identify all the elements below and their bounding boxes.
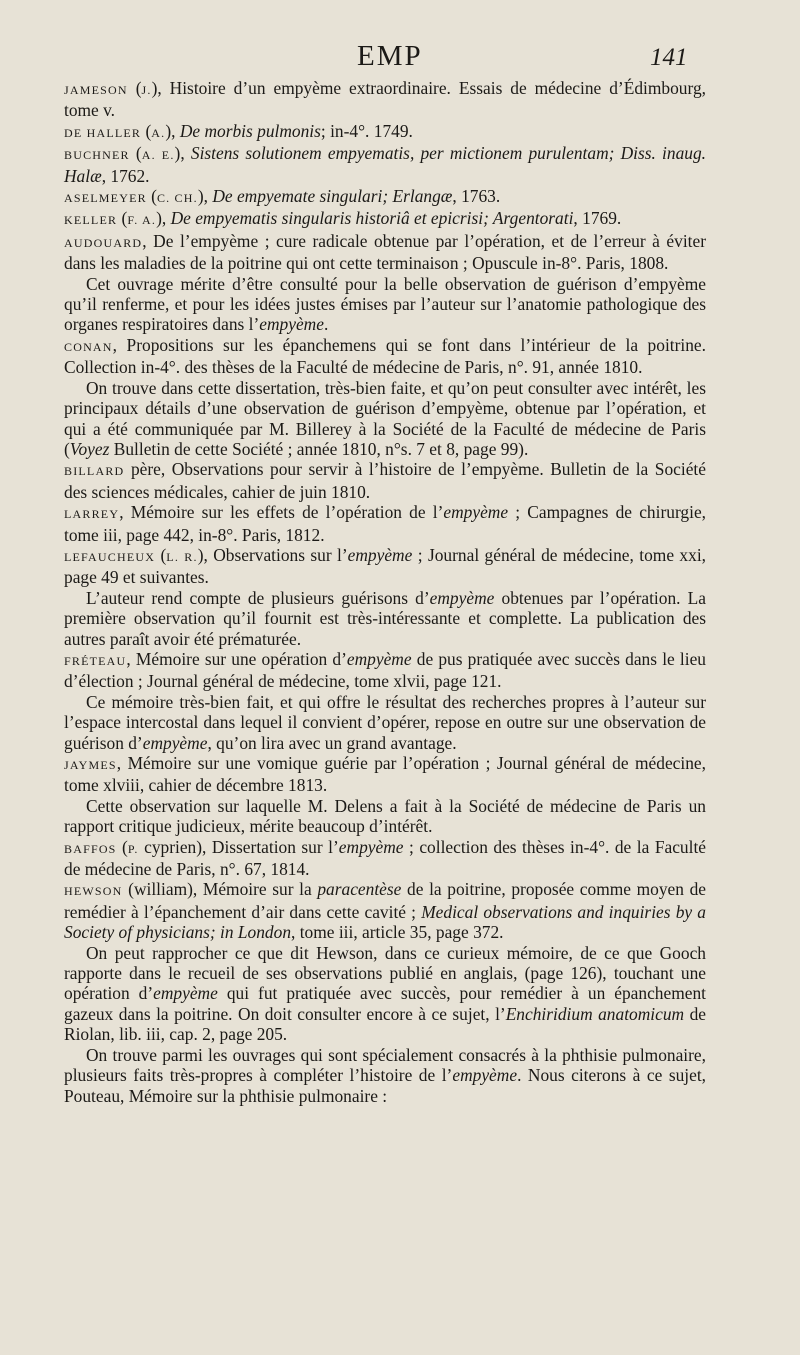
author-name: JAMESON	[64, 83, 128, 97]
italic-title: De empyematis singularis historiâ et epicrisi; Argentorati	[170, 208, 574, 229]
text-run: Bulletin de cette Société ; année 1810, n°s. 7 et 8, page 99).	[109, 438, 529, 459]
text-run: On peut rapprocher ce que dit Hewson, dans ce curieux mémoire, de ce que Gooch rapporte dans le recueil de ses observations publié en anglais, (page 126), touchant une opération d’	[64, 942, 706, 1004]
author-name: BAFFOS	[64, 841, 117, 856]
italic-title: Enchiridium anatomicum	[505, 1003, 685, 1024]
italic-title: De morbis pulmonis	[179, 120, 321, 141]
text-run: ),	[197, 186, 213, 207]
entry-buchner	[64, 143, 706, 186]
text-run: , De l’empyème ; cure radicale obtenue par l’opération, et de l’erreur à éviter dans les maladies de la poitrine qui ont cette terminaison ; Opuscule in-8°. Paris, 1808.	[64, 230, 706, 274]
text-run: , Mémoire sur les effets de l’opération de l’	[119, 502, 444, 523]
entry-freteau	[64, 649, 706, 692]
author-name: FRÉTEAU	[64, 653, 127, 668]
page-header	[0, 40, 800, 80]
text-run: ), Histoire d’un empyème extraordinaire. Essais de médecine d’Édimbourg, tome v.	[64, 78, 706, 121]
entry-larrey	[64, 502, 706, 545]
entry-de-haller	[64, 121, 706, 143]
entry-lefaucheux	[64, 545, 706, 588]
text-run: de pus pratiquée avec succès dans le lieu d’élection ; Journal général de médecine, tome xlvii, page 121.	[64, 648, 706, 692]
text-run: Cette observation sur laquelle M. Delens a fait à la Société de médecine de Paris un rapport critique judicieux, mérite beaucoup d’intérêt.	[64, 795, 706, 837]
text-run: .	[323, 314, 329, 335]
text-run: , 1763.	[452, 186, 501, 207]
text-run: , Propositions sur les épanchemens qui se font dans l’intérieur de la poitrine. Collection in-4°. des thèses de la Faculté de médecine de Paris, n°. 91, année 1810.	[64, 334, 706, 378]
entry-hewson	[64, 879, 706, 942]
author-name: KELLER	[64, 213, 118, 228]
text-run: ),	[174, 143, 191, 164]
author-name: LARREY	[64, 507, 120, 522]
italic-title: empyème	[153, 983, 218, 1004]
para-hewson-note	[64, 943, 706, 1045]
running-head: EMP	[357, 40, 423, 72]
author-name: C. CH.	[156, 191, 198, 206]
entry-baffos	[64, 837, 706, 880]
author-name: HEWSON	[64, 884, 123, 899]
italic-title: empyème	[429, 587, 495, 608]
text-run: qui fut pratiquée avec succès, pour remédier à un épanchement gazeux dans la poitrine. On doit consulter encore à ce sujet, l’	[64, 983, 706, 1024]
italic-title: De empyemate singulari; Erlangæ	[212, 186, 453, 207]
text-run: (	[116, 836, 128, 857]
text-run: , Mémoire sur une opération d’	[126, 648, 347, 669]
text-run: (	[117, 208, 128, 229]
text-run: (	[127, 78, 142, 98]
text-run: père, Observations pour servir à l’histoire de l’empyème. Bulletin de la Société des sciences médicales, cahier de juin 1810.	[64, 459, 706, 502]
entry-conan	[64, 335, 706, 378]
author-name: P.	[127, 841, 139, 856]
italic-title: empyème	[142, 732, 208, 753]
text-run: Cet ouvrage mérite d’être consulté pour la belle observation de guérison d’empyème qu’il renferme, et pour les idées justes émises par l’auteur sur l’anatomie pathologique des organes respiratoires dans l’	[64, 273, 706, 335]
text-run: ; Campagnes de chirurgie, tome iii, page 442, in-8°. Paris, 1812.	[64, 502, 707, 545]
author-name: L. R.	[166, 549, 198, 564]
italic-title: empyème	[346, 648, 412, 669]
italic-title: empyème	[443, 502, 509, 523]
text-run: (	[155, 544, 167, 565]
page-body	[64, 78, 706, 1106]
text-run: (	[141, 120, 152, 141]
author-name: A.	[151, 125, 166, 140]
para-lefaucheux-note	[64, 588, 706, 649]
text-run: obtenues par l’opération. La première observation qu’il fournit est très-intéressante et complette. La publication des autres paraît avoir été prématurée.	[64, 587, 706, 649]
para-jaymes-note	[64, 796, 706, 837]
text-run: ; collection des thèses in-4°. de la Faculté de médecine de Paris, n°. 67, 1814.	[64, 836, 707, 880]
author-name: LEFAUCHEUX	[64, 549, 156, 564]
author-name: DE HALLER	[64, 125, 142, 140]
text-run: ), Observations sur l’	[197, 544, 348, 565]
entry-audouard	[64, 231, 706, 274]
italic-title: Voyez	[69, 438, 110, 459]
text-run: , Mémoire sur une vomique guérie par l’opération ; Journal général de médecine, tome xlviii, cahier de décembre 1813.	[64, 753, 706, 796]
text-run: . Nous citerons à ce sujet, Pouteau, Mémoire sur la phthisie pulmonaire :	[64, 1065, 707, 1106]
text-run: (	[146, 186, 157, 207]
author-name: J.	[141, 83, 152, 97]
italic-title: Sistens solutionem empyematis, per mictionem purulentam; Diss. inaug. Halæ	[64, 143, 707, 186]
author-name: CONAN	[64, 339, 113, 354]
entry-billard	[64, 459, 706, 502]
author-name: AUDOUARD	[64, 235, 143, 250]
para-freteau-note	[64, 692, 706, 753]
author-name: ASELMEYER	[64, 191, 147, 206]
entry-jameson	[64, 78, 706, 121]
text-run: de Riolan, lib. iii, cap. 2, page 205.	[64, 1003, 706, 1045]
entry-aselmeyer	[64, 186, 706, 208]
text-run: ; in-4°. 1749.	[320, 120, 413, 141]
italic-title: empyème	[452, 1065, 518, 1086]
italic-title: empyème	[338, 836, 404, 857]
italic-title: empyème	[347, 544, 413, 565]
italic-title: Medical observations and inquiries by a Society of physicians; in London	[64, 901, 706, 943]
text-run: , 1762.	[101, 165, 150, 186]
italic-title: empyème	[259, 314, 324, 335]
text-run: , qu’on lira avec un grand avantage.	[207, 732, 457, 753]
para-conan-note	[64, 378, 706, 460]
author-name: BILLARD	[64, 464, 125, 479]
author-name: BUCHNER	[64, 148, 130, 163]
para-audouard-note	[64, 274, 706, 335]
entry-keller	[64, 208, 706, 230]
text-run: (william), Mémoire sur la	[122, 879, 318, 900]
author-name: A. E.	[141, 148, 175, 163]
text-run: On trouve parmi les ouvrages qui sont spécialement consacrés à la phthisie pulmonaire, plusieurs faits très-propres à compléter l’histoire de l’	[64, 1044, 706, 1086]
author-name: F. A.	[127, 213, 157, 228]
entry-jaymes	[64, 753, 706, 796]
text-run: de la poitrine, proposée comme moyen de remédier à l’épanchement d’air dans cette cavité ;	[64, 879, 706, 922]
text-run: ),	[156, 208, 171, 229]
text-run: On trouve dans cette dissertation, très-bien faite, et qu’on peut consulter avec intérêt, les principaux détails d’une observation de guérison d’empyème, obtenue par l’opération, et qui a été communiquée par M. Billerey à la Société de la Faculté de médecine de Paris (	[64, 377, 706, 459]
text-run: , 1769.	[573, 208, 622, 229]
para-closing	[64, 1045, 706, 1106]
text-run: Ce mémoire très-bien fait, et qui offre le résultat des recherches propres à l’auteur sur l’espace intercostal dans lequel il convient d’opérer, repose en outre sur une observation de guérison d’	[64, 691, 706, 753]
text-run: cyprien), Dissertation sur l’	[138, 836, 339, 857]
author-name: JAYMES	[64, 758, 117, 772]
text-run: , tome iii, article 35, page 372.	[291, 922, 504, 943]
text-run: L’auteur rend compte de plusieurs guérisons d’	[86, 587, 430, 608]
text-run: ),	[165, 120, 180, 141]
text-run: (	[129, 143, 142, 164]
italic-title: paracentèse	[317, 879, 402, 900]
page-number: 141	[650, 44, 688, 71]
text-run: ; Journal général de médecine, tome xxi, page 49 et suivantes.	[64, 544, 706, 588]
